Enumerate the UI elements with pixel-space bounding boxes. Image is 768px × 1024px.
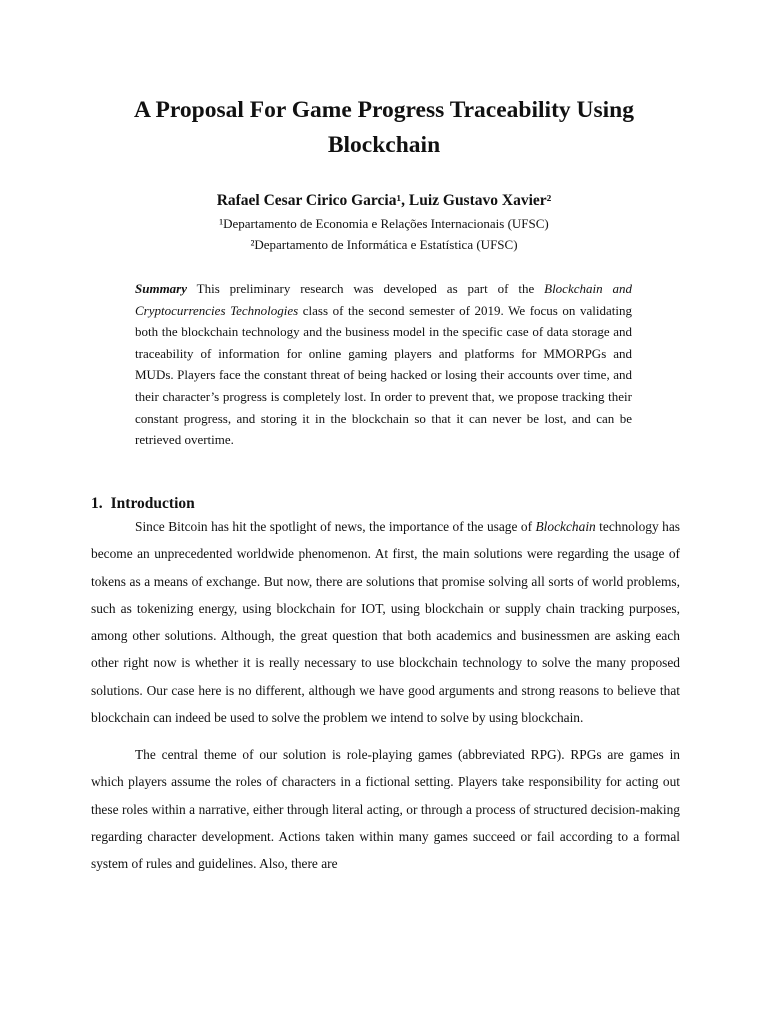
section-heading-introduction [91, 493, 195, 515]
summary-text-part-b: class of the second semester of 2019. We focus on validating both the blockchain technology and the business model in the specific case of data storage and traceability of information for online gaming players and platforms for MMORPGs and MUDs. Players face the constant threat of being hacked or losing their accounts over time, and their character’s progress is completely lost. In order to prevent that, we propose tracking their constant progress, and storing it in the blockchain so that it can never be lost, and can be retrieved overtime. [135, 302, 632, 448]
summary-abstract [135, 278, 632, 451]
affiliation-2: ²Departamento de Informática e Estatística (UFSC) [250, 237, 518, 252]
paper-title-line-1: A Proposal For Game Progress Traceability Using [133, 97, 634, 123]
section-title: Introduction [110, 495, 195, 512]
summary-label: Summary [135, 281, 188, 296]
paper-title [90, 93, 678, 163]
paragraph-1-italic-term: Blockchain [535, 519, 596, 534]
summary-course-name: Blockchain and Cryptocurrencies Technologies [135, 281, 632, 318]
paragraph-1-part-b: technology has become an unprecedented worldwide phenomenon. At first, the main solutions were regarding the usage of tokens as a means of exchange. But now, there are solutions that promise solving all sorts of world problems, such as tokenizing energy, using blockchain for IOT, using blockchain or supply chain tracking purposes, among other solutions. Although, the great question that both academics and businessmen are asking each other right now is whether it is really necessary to use blockchain technology to solve the many proposed solutions. Our case here is no different, although we have good arguments and strong reasons to believe that blockchain can indeed be used to solve the problem we intend to solve by using blockchain. [91, 519, 680, 726]
body-paragraph-2: The central theme of our solution is role-playing games (abbreviated RPG). RPGs are games in which players assume the roles of characters in a fictional setting. Players take responsibility for acting out these roles within a narrative, either through literal acting, or through a process of structured decision-making regarding character development. Actions taken within many games succeed or fail according to a formal system of rules and guidelines. Also, there are [91, 747, 680, 872]
affiliation-1: ¹Departamento de Economia e Relações Internacionais (UFSC) [219, 216, 549, 231]
section-number: 1. [91, 495, 103, 512]
paragraph-1-part-a: Since Bitcoin has hit the spotlight of news, the importance of the usage of [135, 519, 536, 534]
summary-text-part-a: This preliminary research was developed as part of the [187, 281, 545, 296]
author-list: Rafael Cesar Cirico Garcia¹, Luiz Gustavo Xavier² [216, 192, 552, 209]
paper-title-line-2: Blockchain [327, 132, 441, 158]
body-paragraph-1 [91, 513, 680, 731]
